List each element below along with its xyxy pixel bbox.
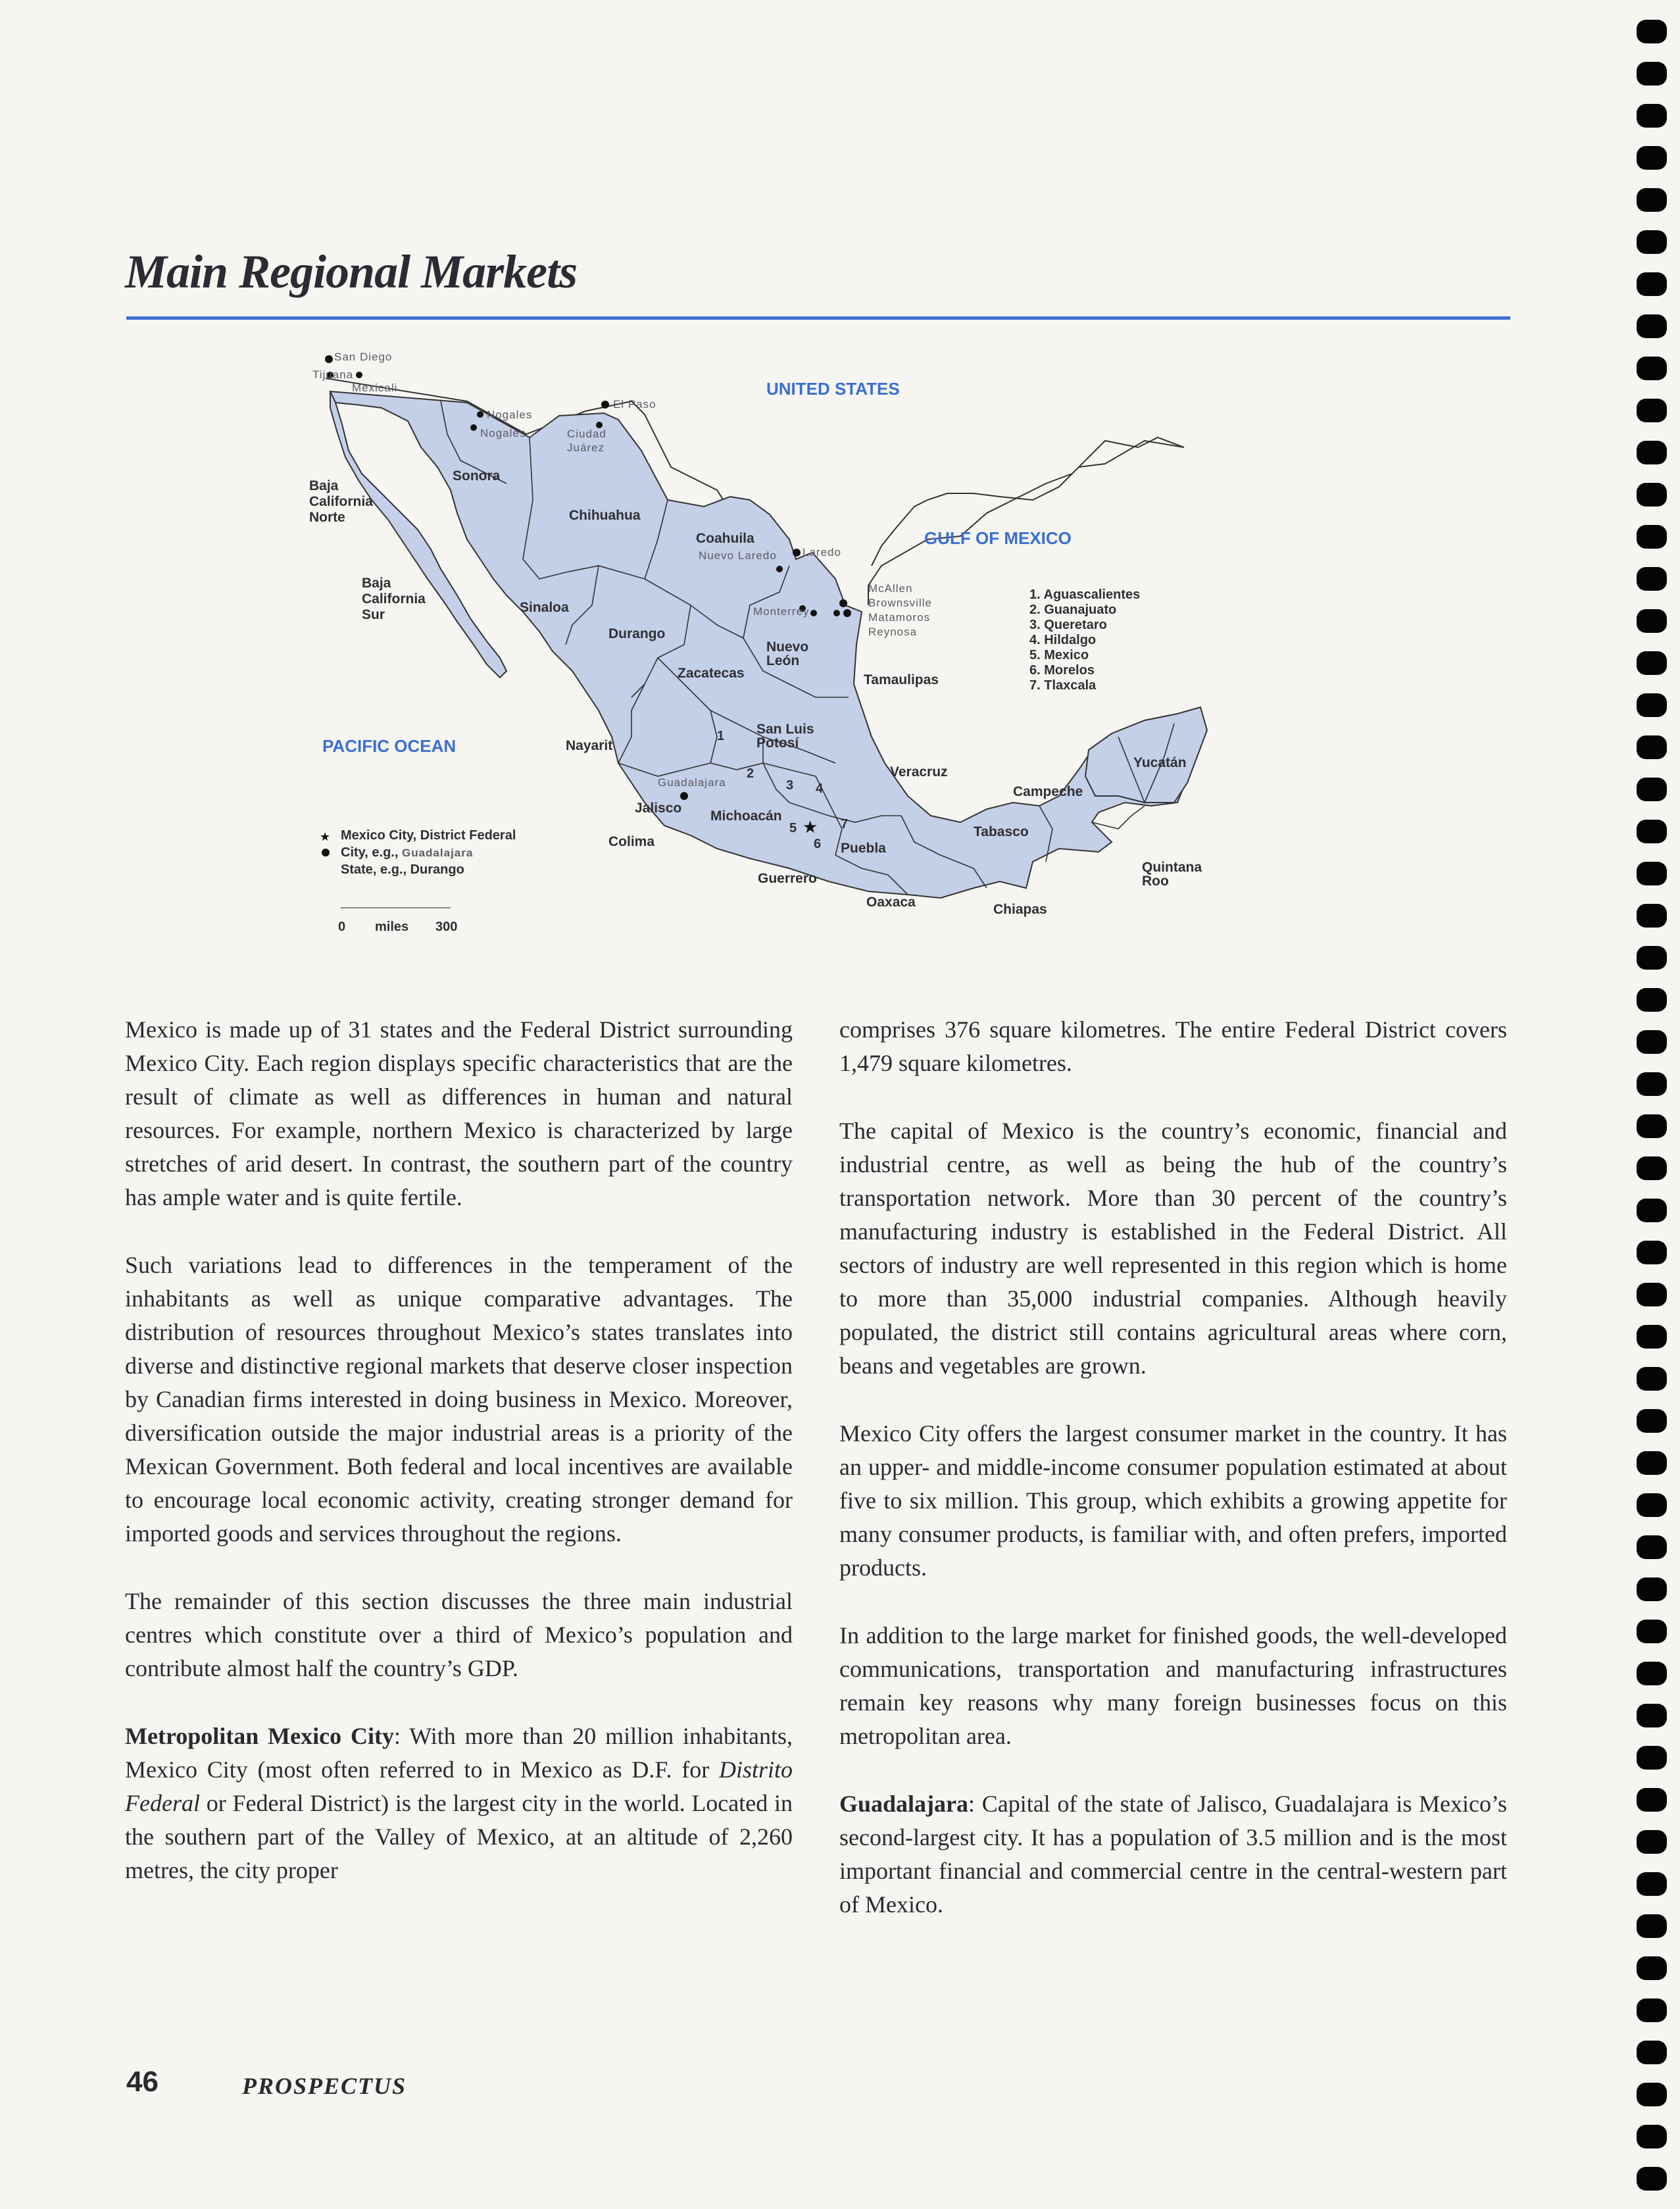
city-mexicali: Mexicali bbox=[352, 382, 398, 394]
state-campeche: Campeche bbox=[1013, 784, 1083, 799]
binding-hole bbox=[1637, 2167, 1667, 2191]
binding-hole bbox=[1637, 862, 1667, 885]
map-legend bbox=[320, 828, 516, 934]
binding-hole bbox=[1637, 609, 1667, 633]
state-baja-california-sur: Baja California Sur bbox=[362, 576, 426, 622]
legend-star-icon: ★ bbox=[320, 830, 331, 843]
state-puebla: Puebla bbox=[841, 841, 886, 856]
binding-hole bbox=[1637, 230, 1667, 254]
binding-hole bbox=[1637, 1914, 1667, 1938]
page-number: 46 bbox=[126, 2066, 159, 2098]
binding-hole bbox=[1637, 1620, 1667, 1643]
state-chihuahua: Chihuahua bbox=[569, 508, 641, 523]
city-tijuana: Tijuana bbox=[312, 368, 354, 381]
binding-hole bbox=[1637, 399, 1667, 422]
svg-text:3: 3 bbox=[786, 778, 794, 793]
binding-hole bbox=[1637, 1998, 1667, 2022]
label-pacific-ocean: PACIFIC OCEAN bbox=[322, 736, 457, 756]
scale-unit: miles bbox=[375, 920, 409, 934]
binding-hole bbox=[1637, 357, 1667, 380]
state-tamaulipas: Tamaulipas bbox=[864, 672, 939, 687]
city-san-diego: San Diego bbox=[334, 351, 393, 363]
legend-city-example: Guadalajara bbox=[401, 847, 474, 859]
binding-hole bbox=[1637, 567, 1667, 591]
city-ciudad-juarez: Ciudad Juárez bbox=[567, 428, 606, 454]
binding-hole bbox=[1637, 1746, 1667, 1770]
binding-hole bbox=[1637, 946, 1667, 970]
binding-hole bbox=[1637, 1199, 1667, 1222]
svg-text:4: 4 bbox=[816, 782, 824, 796]
city-monterrey: Monterrey bbox=[753, 605, 810, 618]
svg-text:1: 1 bbox=[717, 729, 725, 743]
binding-hole bbox=[1637, 735, 1667, 759]
paragraph: In addition to the large market for finished goods, the well-developed communications, transportation and manufacturing infrastructures remain key reasons why many foreign businesses focus on this metropolitan area. bbox=[839, 1622, 1507, 1749]
mexico-city-star: ★ bbox=[803, 818, 818, 837]
state-zacatecas: Zacatecas bbox=[678, 666, 745, 681]
binding-hole bbox=[1637, 314, 1667, 338]
city-nogales-us: Nogales bbox=[487, 409, 533, 421]
binding-hole bbox=[1637, 146, 1667, 170]
city-matamoros: Matamoros bbox=[868, 611, 931, 624]
svg-text:7: 7 bbox=[841, 817, 849, 831]
map-svg bbox=[289, 342, 1237, 960]
scale-end: 300 bbox=[435, 920, 458, 934]
city-brownsville: Brownsville bbox=[868, 597, 932, 609]
state-nayarit: Nayarit bbox=[566, 738, 613, 753]
state-michoacan: Michoacán bbox=[710, 808, 782, 824]
binding-hole bbox=[1637, 1030, 1667, 1054]
binding-hole bbox=[1637, 1956, 1667, 1980]
state-jalisco: Jalisco bbox=[635, 801, 682, 816]
binding-hole bbox=[1637, 1241, 1667, 1264]
key-3: 3. Queretaro bbox=[1029, 618, 1107, 632]
label-united-states: UNITED STATES bbox=[766, 379, 900, 399]
binding-hole bbox=[1637, 693, 1667, 717]
state-sinaloa: Sinaloa bbox=[520, 600, 569, 615]
binding-hole bbox=[1637, 1493, 1667, 1517]
city-el-paso: El Paso bbox=[613, 398, 656, 410]
svg-text:5: 5 bbox=[789, 821, 797, 835]
binding-hole bbox=[1637, 1662, 1667, 1685]
state-durango: Durango bbox=[608, 626, 666, 641]
legend-state: State, e.g., Durango bbox=[341, 862, 464, 877]
paragraph: Mexico is made up of 31 states and the Federal District surrounding Mexico City. Each region displays specific characteristics that are the result of climate as well as differences in human and natural resources. For example, northern Mexico is characterized by large stretches of arid desert. In contrast, the southern part of the country has ample water and is quite fertile. bbox=[125, 1016, 793, 1210]
binding-hole bbox=[1637, 651, 1667, 675]
binding-hole bbox=[1637, 1704, 1667, 1727]
mexico-city-paragraph: Metropolitan Mexico City: With more than 20 million inhabitants, Mexico City (most often referred to in Mexico as D.F. for Distrito Federal or Federal District) is the largest city in the world. Located in the southern part of the Valley of Mexico, at an altitude of 2,260 metres, the city proper bbox=[125, 1723, 793, 1883]
binding-hole bbox=[1637, 778, 1667, 801]
state-oaxaca: Oaxaca bbox=[866, 895, 916, 910]
city-mcallen: McAllen bbox=[868, 582, 913, 595]
key-7: 7. Tlaxcala bbox=[1029, 678, 1097, 693]
city-laredo: Laredo bbox=[803, 546, 841, 558]
state-coahuila: Coahuila bbox=[696, 531, 754, 546]
state-chiapas: Chiapas bbox=[993, 902, 1047, 917]
key-4: 4. Hildalgo bbox=[1029, 633, 1097, 647]
state-colima: Colima bbox=[608, 834, 655, 849]
paragraph: comprises 376 square kilometres. The entire Federal District covers 1,479 square kilometres. bbox=[839, 1016, 1507, 1076]
binding-hole bbox=[1637, 1367, 1667, 1391]
binding-hole bbox=[1637, 20, 1667, 43]
binding-hole bbox=[1637, 1872, 1667, 1896]
spiral-binding bbox=[1633, 20, 1672, 2204]
binding-hole bbox=[1637, 1283, 1667, 1306]
scale-start: 0 bbox=[338, 920, 346, 934]
city-guadalajara: Guadalajara bbox=[658, 776, 726, 789]
key-1: 1. Aguascalientes bbox=[1029, 587, 1141, 602]
city-nuevo-laredo: Nuevo Laredo bbox=[699, 549, 777, 562]
numbered-state-key bbox=[1029, 587, 1140, 693]
binding-hole bbox=[1637, 525, 1667, 549]
city-nogales-mx: Nogales bbox=[480, 427, 526, 439]
binding-hole bbox=[1637, 1830, 1667, 1854]
binding-hole bbox=[1637, 1156, 1667, 1180]
binding-hole bbox=[1637, 1325, 1667, 1349]
paragraph: Mexico City offers the largest consumer market in the country. It has an upper- and middle-income consumer population estimated at about five to six million. This group, which exhibits a growing appetite for many consumer products, is familiar with, and often prefers, imported products. bbox=[839, 1420, 1507, 1581]
paragraph: Such variations lead to differences in the temperament of the inhabitants as well as unique comparative advantages. The distribution of resources throughout Mexico’s states translates into diverse and distinctive regional markets that deserve closer inspection by Canadian firms interested in doing business in Mexico. Moreover, diversification outside the major industrial areas is a priority of the Mexican Government. Both federal and local incentives are available to encourage local economic activity, creating stronger demand for imported goods and services throughout the regions. bbox=[125, 1252, 793, 1547]
svg-text:City, e.g., Guadalajara bbox=[341, 845, 473, 860]
binding-hole bbox=[1637, 1072, 1667, 1096]
key-2: 2. Guanajuato bbox=[1029, 603, 1117, 617]
paragraph: The remainder of this section discusses the three main industrial centres which constitute over a third of Mexico’s population and contribute almost half the country’s GDP. bbox=[125, 1588, 793, 1681]
svg-text:6: 6 bbox=[814, 837, 822, 851]
mexico-regional-map bbox=[289, 342, 1237, 960]
city-reynosa: Reynosa bbox=[868, 626, 918, 638]
page-title: Main Regional Markets bbox=[125, 245, 578, 298]
binding-hole bbox=[1637, 904, 1667, 928]
guadalajara-heading: Guadalajara bbox=[839, 1791, 969, 1817]
binding-hole bbox=[1637, 988, 1667, 1012]
us-gulf-coast bbox=[868, 437, 1184, 605]
binding-hole bbox=[1637, 1788, 1667, 1812]
binding-hole bbox=[1637, 2083, 1667, 2106]
state-baja-california-norte: Baja California Norte bbox=[309, 478, 373, 525]
state-tabasco: Tabasco bbox=[974, 824, 1029, 839]
state-san-luis-potosi: San Luis Potosí bbox=[756, 722, 814, 751]
state-sonora: Sonora bbox=[453, 468, 501, 484]
state-nuevo-leon: Nuevo León bbox=[766, 639, 809, 668]
key-5: 5. Mexico bbox=[1029, 648, 1089, 662]
binding-hole bbox=[1637, 188, 1667, 212]
right-column bbox=[839, 1013, 1507, 1956]
title-rule bbox=[126, 316, 1510, 320]
binding-hole bbox=[1637, 1451, 1667, 1475]
state-veracruz: Veracruz bbox=[890, 764, 948, 780]
binding-hole bbox=[1637, 820, 1667, 843]
legend-capital: Mexico City, District Federal bbox=[341, 828, 516, 843]
left-column bbox=[125, 1013, 793, 1922]
svg-text:2: 2 bbox=[747, 766, 754, 781]
binding-hole bbox=[1637, 1114, 1667, 1138]
binding-hole bbox=[1637, 2041, 1667, 2064]
binding-hole bbox=[1637, 62, 1667, 86]
prospectus-logo: PROSPECTUS bbox=[242, 2073, 407, 2099]
binding-hole bbox=[1637, 2125, 1667, 2148]
binding-hole bbox=[1637, 104, 1667, 128]
binding-hole bbox=[1637, 483, 1667, 507]
binding-hole bbox=[1637, 441, 1667, 464]
mexico-city-heading: Metropolitan Mexico City bbox=[125, 1723, 394, 1749]
guadalajara-paragraph: Guadalajara: Capital of the state of Jalisco, Guadalajara is Mexico’s second-largest city. It has a population of 3.5 million and is the most important financial and commercial centre in the central-western part of Mexico. bbox=[839, 1791, 1507, 1918]
binding-hole bbox=[1637, 1409, 1667, 1433]
state-guerrero: Guerrero bbox=[758, 871, 817, 886]
binding-hole bbox=[1637, 1535, 1667, 1559]
state-quintana-roo: Quintana Roo bbox=[1142, 860, 1202, 889]
legend-city: City, e.g., bbox=[341, 845, 399, 860]
binding-hole bbox=[1637, 272, 1667, 296]
key-6: 6. Morelos bbox=[1029, 663, 1095, 678]
paragraph: The capital of Mexico is the country’s economic, financial and industrial centre, as well as being the hub of the country’s transportation network. More than 30 percent of the country’s manufacturing industry is established in the Federal District. All sectors of industry are well represented in this region which is home to more than 35,000 industrial companies. Although heavily populated, the district still contains agricultural areas where corn, beans and vegetables are grown. bbox=[839, 1118, 1507, 1379]
state-yucatan: Yucatán bbox=[1133, 755, 1187, 770]
legend-city-dot-icon bbox=[322, 849, 330, 856]
binding-hole bbox=[1637, 1577, 1667, 1601]
label-gulf-of-mexico: GULF OF MEXICO bbox=[924, 528, 1072, 548]
